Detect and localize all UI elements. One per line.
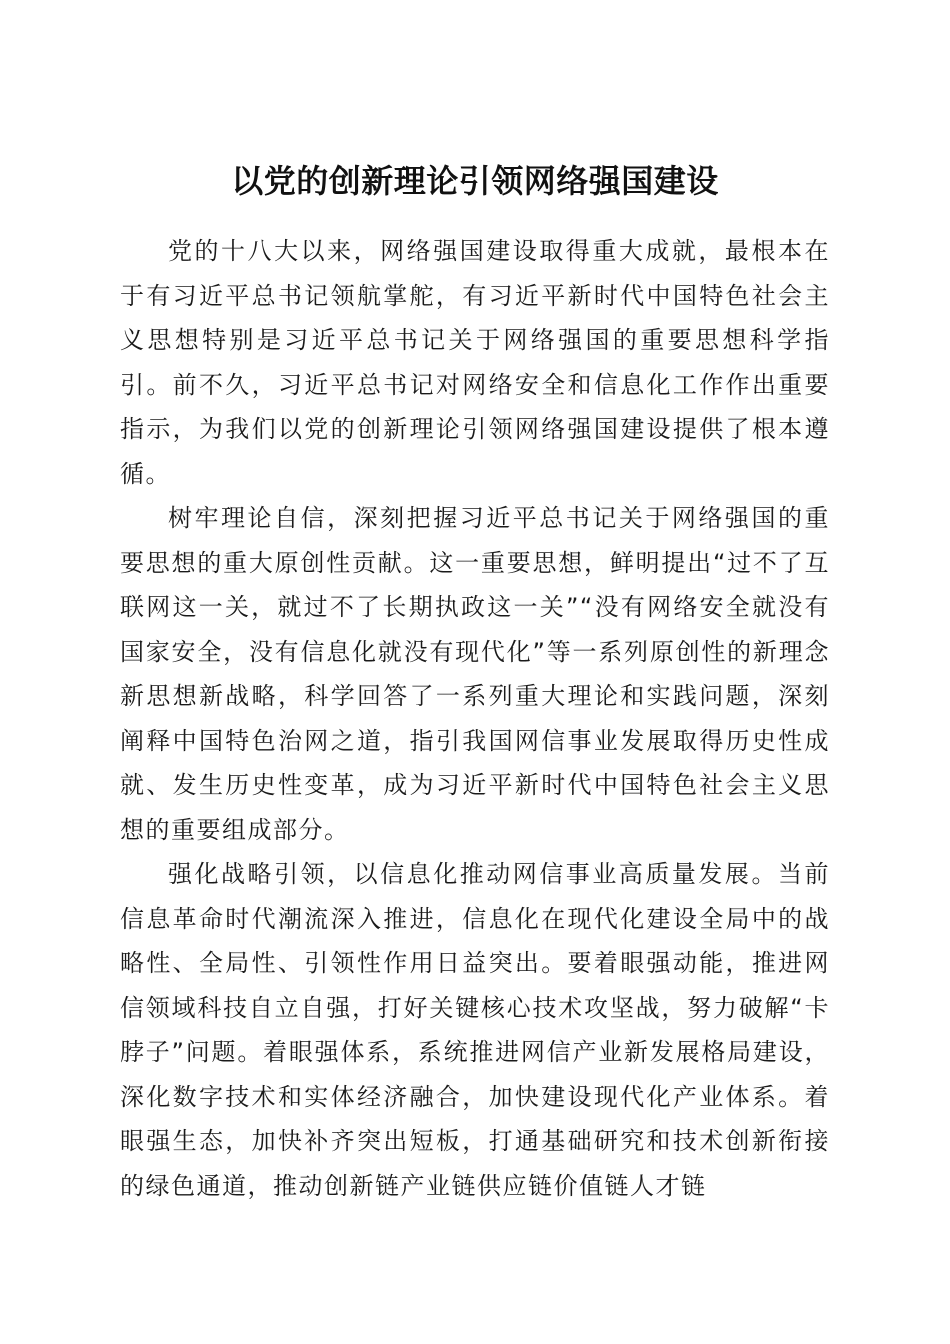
document-title: 以党的创新理论引领网络强国建设 [231,162,719,201]
paragraph: 党的十八大以来，网络强国建设取得重大成就，最根本在于有习近平总书记领航掌舵，有习近平新时代中国特色社会主义思想特别是习近平总书记关于网络强国的重要思想科学指引。前不久，习近平总书记对网络安全和信息化工作作出重要指示，为我们以党的创新理论引领网络强国建设提供了根本遵循。 [120,237,830,488]
paragraph: 强化战略引领，以信息化推动网信事业高质量发展。当前信息革命时代潮流深入推进，信息化在现代化建设全局中的战略性、全局性、引领性作用日益突出。要着眼强动能，推进网信领域科技自立自强，打好关键核心技术攻坚战，努力破解“卡脖子”问题。着眼强体系，系统推进网信产业新发展格局建设，深化数字技术和实体经济融合，加快建设现代化产业体系。着眼强生态，加快补齐突出短板，打通基础研究和技术创新衔接的绿色通道，推动创新链产业链供应链价值链人才链 [120,860,830,1200]
document-body [120,229,830,1208]
paragraph: 树牢理论自信，深刻把握习近平总书记关于网络强国的重要思想的重大原创性贡献。这一重要思想，鲜明提出“过不了互联网这一关，就过不了长期执政这一关”“没有网络安全就没有国家安全，没有信息化就没有现代化”等一系列原创性的新理念新思想新战略，科学回答了一系列重大理论和实践问题，深刻阐释中国特色治网之道，指引我国网信事业发展取得历史性成就、发生历史性变革，成为习近平新时代中国特色社会主义思想的重要组成部分。 [120,504,830,844]
